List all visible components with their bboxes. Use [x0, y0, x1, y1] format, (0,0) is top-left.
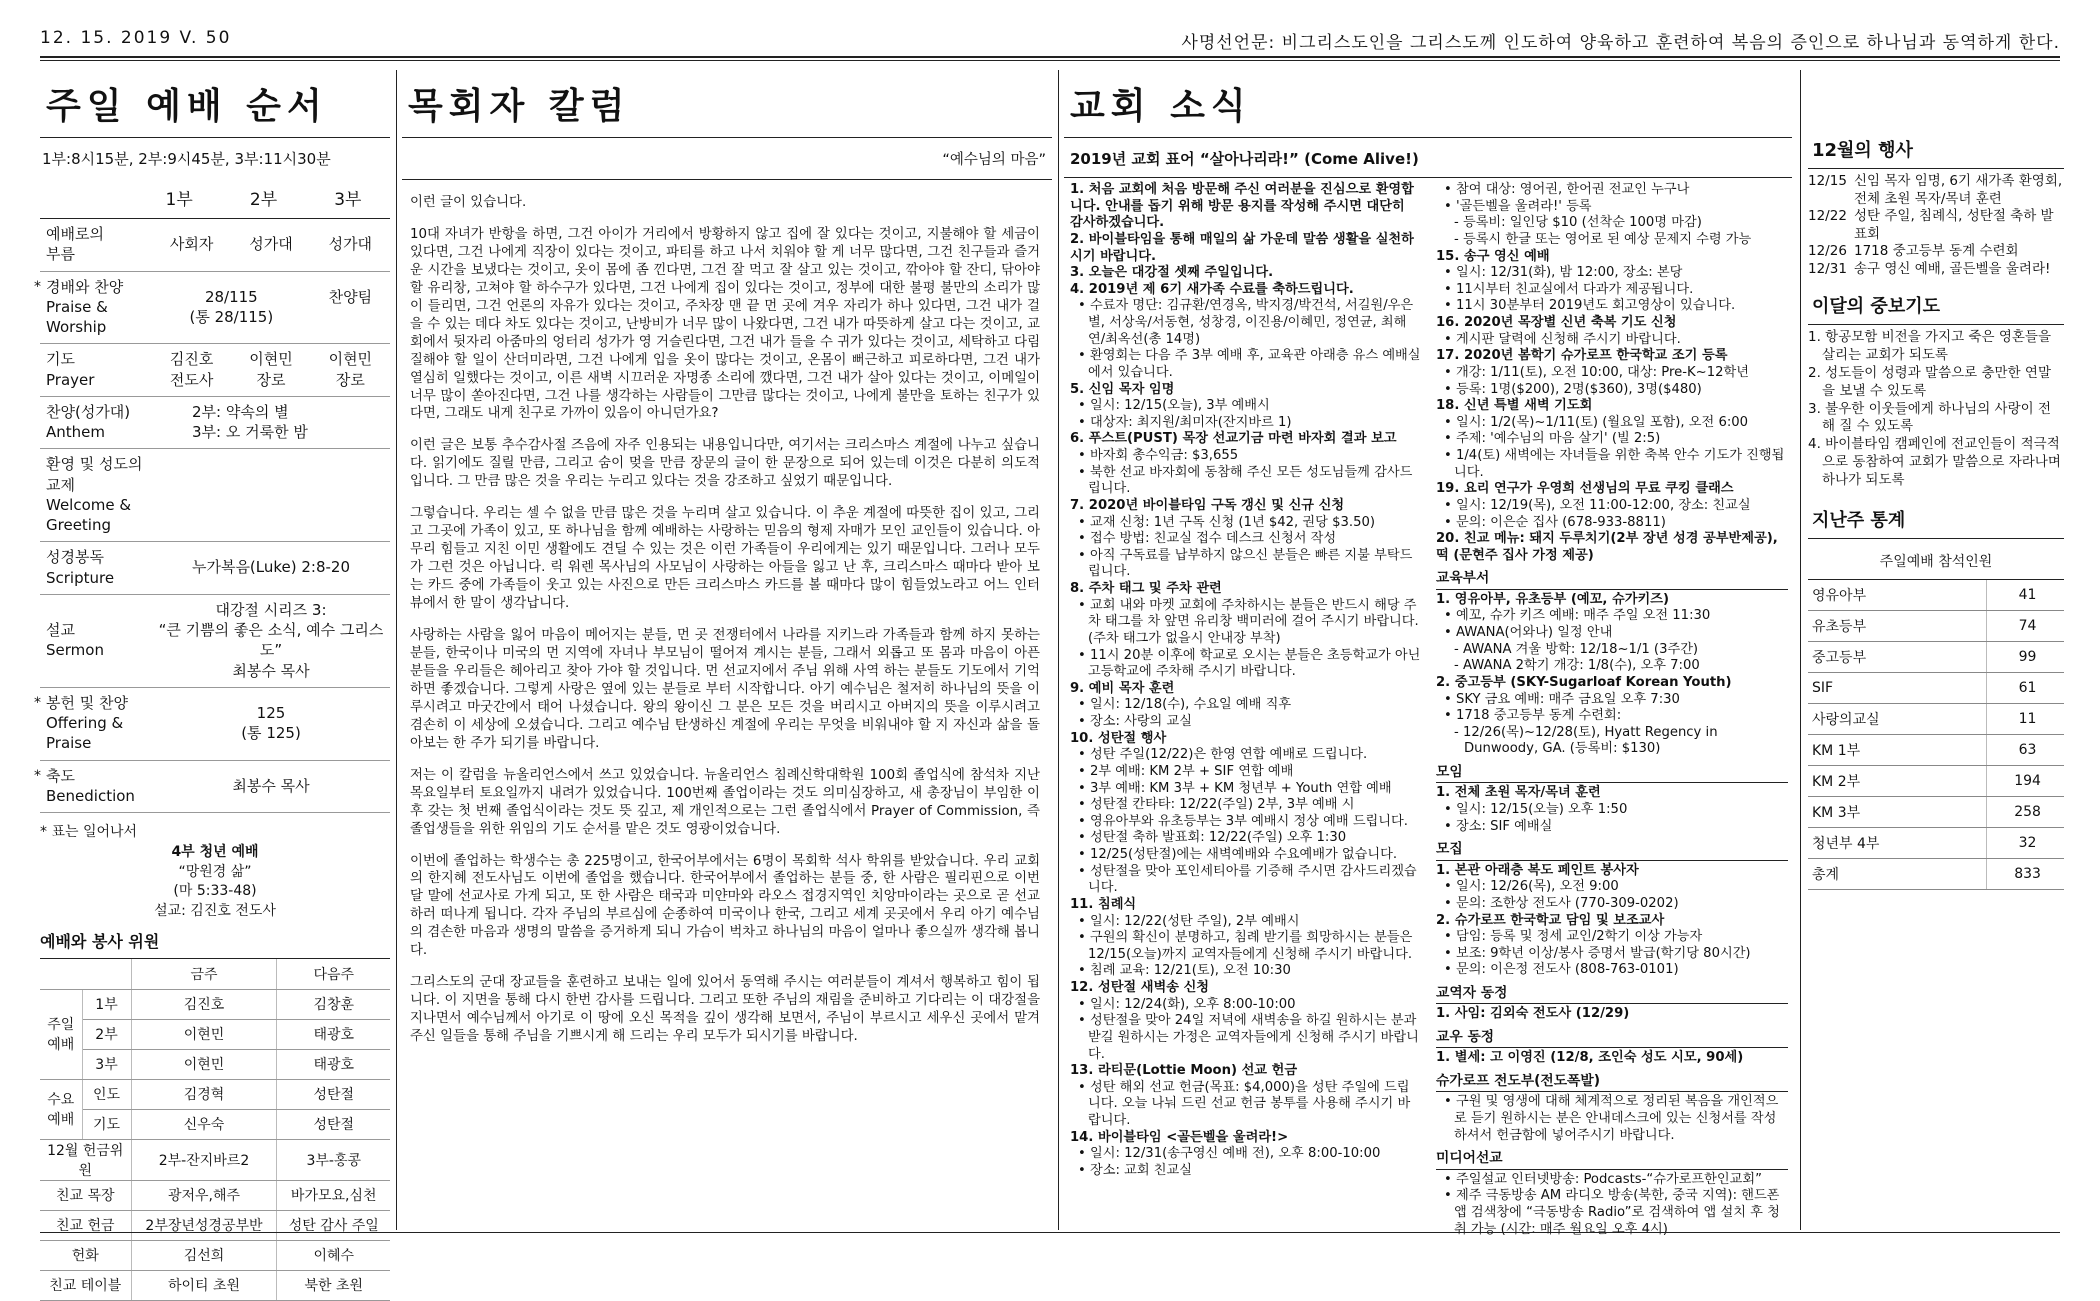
volunteer-role: 헌화 — [40, 1240, 131, 1270]
news-item: 10. 성탄절 행사 — [1070, 730, 1167, 746]
volunteer-this-week: 하이티 초원 — [131, 1270, 277, 1300]
column-subtitle: “예수님의 마음” — [942, 152, 1046, 168]
service-row-value: 2부: 약속의 별 3부: 오 거룩한 밤 — [192, 402, 308, 441]
news-title: 교회 소식 — [1070, 86, 1252, 127]
news-bullet: • 보조: 9학년 이상/봉사 증명서 발급(학기당 80시간) — [1444, 945, 1751, 961]
volunteer-next-week: 태광호 — [277, 1049, 390, 1079]
news-bullet: • 아직 구독료를 납부하지 않으신 분들은 빠른 지불 부탁드립니다. — [1078, 547, 1413, 580]
volunteer-role: 친교 테이블 — [40, 1270, 131, 1300]
service-row — [34, 688, 390, 761]
event-text: 1718 중고등부 동계 수련회 — [1854, 243, 2019, 260]
column-paragraph: 이런 글은 보통 추수감사절 즈음에 자주 인용되는 내용입니다만, 여기서는 크리스마스 계절에 나누고 싶습니다. 읽기에도 질릴 만큼, 그리고 숨이 멎을 만큼 장문의 글이 한 문장으로 되어 있는데 이것은 다분히 의도적입니다. 그 만큼 많은 것을 우리는 누리고 있다는 것을 강조하고 싶었기 때문입니다. — [410, 438, 1040, 490]
news-bullet: • 11시 30분부터 2019년도 회고영상이 있습니다. — [1444, 298, 1736, 314]
news-item: 14. 바이블타임 <골든벨을 울려라!> — [1070, 1129, 1289, 1145]
youth-subtitle: “망원경 삶” — [178, 863, 252, 880]
volunteer-this-week: 김경혁 — [131, 1079, 277, 1109]
news-item: 6. 푸스트(PUST) 목장 선교기금 마련 바자회 결과 보고 — [1070, 431, 1397, 447]
volunteer-next-week: 3부-홍콩 — [277, 1139, 390, 1180]
stats-value: 833 — [1987, 859, 2064, 890]
news-item: 9. 예비 목자 훈련 — [1070, 680, 1175, 696]
news-bullet: • 성탄절을 맞아 포인세티아를 기증해 주시면 감사드리겠습니다. — [1078, 863, 1417, 896]
news-bullet: • 침례 교육: 12/21(토), 오전 10:30 — [1078, 963, 1291, 979]
column-divider — [396, 70, 397, 1230]
service-row-label: 설교 Sermon — [46, 621, 104, 660]
news-bullet: • '골든벨을 울려라!' 등록 — [1444, 198, 1592, 214]
stats-row — [1808, 797, 2064, 828]
events-title: 12월의 행사 — [1808, 126, 2064, 169]
volunteer-role: 12월 헌금위원 — [40, 1139, 131, 1180]
news-item: 20. 친교 메뉴: 돼지 두루치기(2부 장년 성경 공부반제공), 떡 (문현주 집사 가정 제공) — [1436, 531, 1778, 563]
news-category: 교역자 동정 — [1436, 985, 1788, 1004]
stats-row — [1808, 735, 2064, 766]
news-bullet: • 구원 및 영생에 대해 체계적으로 정리된 복음을 개인적으로 듣기 원하시는 분은 안내데스크에 있는 신청서를 작성하셔서 헌금함에 넣어주시기 바랍니다. — [1444, 1094, 1779, 1143]
prayer-title: 이달의 중보기도 — [1808, 282, 2064, 325]
news-item: 2. 중고등부 (SKY-Sugarloaf Korean Youth) — [1436, 674, 1732, 690]
volunteer-this-week: 2부장년성경공부반 — [131, 1210, 277, 1240]
volunteers-row — [40, 1270, 390, 1300]
news-bullet: • 수료자 명단: 김규환/연경옥, 박지경/박건석, 서길원/우은별, 서상욱/서동현, 성창경, 이진용/이혜민, 정연균, 최해연/최옥선(총 14명) — [1078, 298, 1414, 347]
column-body — [402, 180, 1052, 1046]
volunteer-group: 주일 예배 — [40, 989, 82, 1079]
news-item: 18. 신년 특별 새벽 기도회 — [1436, 398, 1593, 414]
event-text: 신임 목자 임명, 6기 새가족 환영회, 전체 초원 목자/목녀 훈련 — [1854, 173, 2063, 207]
volunteer-role: 친교 목장 — [40, 1180, 131, 1210]
events-list — [1808, 169, 2064, 282]
stats-row — [1808, 766, 2064, 797]
volunteer-this-week: 이현민 — [131, 1049, 277, 1079]
news-bullet: • SKY 금요 예배: 매주 금요일 오후 7:30 — [1444, 691, 1680, 707]
mission-statement: 사명선언문: 비그리스도인을 그리스도께 인도하여 양육하고 훈련하여 복음의 증인으로 하나님과 동역하게 한다. — [1181, 33, 2060, 53]
service-row-value: 대강절 시리즈 3: “큰 기쁨의 좋은 소식, 예수 그리스도” 최봉수 목사 — [158, 600, 384, 680]
service-rows — [34, 219, 390, 813]
service-2: 2부 — [249, 190, 278, 210]
sidebar-column — [1808, 70, 2064, 1228]
service-row-label: 경배와 찬양 Praise & Worship — [46, 277, 124, 336]
news-category: 미디어선교 — [1436, 1150, 1788, 1169]
volunteer-sub: 기도 — [82, 1109, 131, 1139]
news-bullet: • 환영회는 다음 주 3부 예배 후, 교육관 아래층 유스 예배실에서 있습니다. — [1078, 348, 1421, 380]
column-divider — [1800, 70, 1801, 1230]
service-row-cells — [152, 234, 390, 254]
news-bullet: • 일시: 12/31(화), 밤 12:00, 장소: 본당 — [1444, 265, 1683, 281]
news-bullet: • 개강: 1/11(토), 오전 10:00, 대상: Pre-K~12학년 — [1444, 364, 1749, 380]
stats-row — [1808, 704, 2064, 735]
news-bullet: • 제주 극동방송 AM 라디오 방송(북한, 중국 지역): 핸드폰 앱 검색창에 “극동방송 Radio”로 검색하여 앱 설치 후 청취 가능 (시간: 매주 월요일 오후 4시) — [1444, 1188, 1780, 1237]
volunteers-row — [40, 1049, 390, 1079]
news-item: 2. 바이블타임을 통해 매일의 삶 가운데 말씀 생활을 실천하시기 바랍니다. — [1070, 231, 1414, 264]
news-category: 모집 — [1436, 841, 1788, 860]
news-bullet: • 3부 예배: KM 3부 + KM 청년부 + Youth 연합 예배 — [1078, 780, 1392, 796]
news-bullet: • 장소: 교회 친교실 — [1078, 1162, 1192, 1178]
news-item: 19. 요리 연구가 우영희 선생님의 무료 쿠킹 클래스 — [1436, 481, 1734, 497]
news-bullet: • 12/25(성탄절)에는 새벽예배와 수요예배가 없습니다. — [1078, 847, 1398, 862]
stats-row — [1808, 611, 2064, 642]
issue-date: 12. 15. 2019 V. 50 — [40, 28, 232, 48]
volunteers-row — [40, 1240, 390, 1270]
news-subitem: - AWANA 겨울 방학: 12/18~1/1 (3주간) — [1454, 641, 1699, 657]
event-item — [1808, 173, 2064, 208]
news-bullet: • 북한 선교 바자회에 동참해 주신 모든 성도님들께 감사드립니다. — [1078, 464, 1413, 497]
volunteer-next-week: 이혜수 — [277, 1240, 390, 1270]
stats-label: 청년부 4부 — [1808, 828, 1987, 859]
stats-value: 11 — [1987, 704, 2064, 735]
event-date: 12/15 — [1808, 173, 1847, 189]
volunteers-header-row — [40, 959, 390, 989]
news-bullet: • 11시부터 친교실에서 다과가 제공됩니다. — [1444, 281, 1694, 297]
event-item — [1808, 261, 2064, 279]
stats-label: 유초등부 — [1808, 611, 1987, 642]
news-item: 11. 침례식 — [1070, 896, 1137, 912]
service-row-label: 환영 및 성도의 교제 Welcome & Greeting — [46, 455, 143, 534]
news-bullet: • 영유아부와 유초등부는 3부 예배시 정상 예배 드립니다. — [1078, 813, 1408, 829]
column-paragraph: 10대 자녀가 반항을 하면, 그건 아이가 거리에서 방황하지 않고 집에 잘 있다는 것이고, 지불해야 할 세금이 있다면, 그건 나에게 직장이 있다는 것이고, 파티를 하고 나서 치워야 할 게 너무 많다면, 그건 친구들과 즐거운 시간을 보냈다는 것이고, 옷이 몸에 좀 낀다면, 그건 잘 먹고 잘 살고 있는 것이고, 깎아야 할 잔디, 닦아야 할 유리창, 고쳐야 할 하수구가 있다면, 그건 나에게 집이 있다는 것이고, 정부에 대한 불평 불만의 소리가 많이 들리면, 그건 언론의 자유가 있다는 것이고, 주차장 맨 끝 먼 곳에 겨우 자리가 하나 있다면, 그건 내가 걸을 수 있는 데다 차도 있다는 것이고, 난방비가 너무 많이 나왔다면, 그건 내가 따뜻하게 살고 다는 것이고, 교회에서 뒷자리 아줌마의 엉터리 성가가 영 거슬린다면, 그건 내가 들을 수 귀가 있다는 것이고, 세탁하고 다림질해야 할 일이 산더미라면, 그건 나에게 입을 옷이 많다는 것이고, 온몸이 뻐근하고 피로하다면, 그건 내가 열심히 일했다는 것이고, 이른 새벽 시끄러운 자명종 소리에 깼다면, 그건 내가 살아 있다는 것이고, 이메일이 너무 많이 쏟아진다면, 그건 나를 생각하는 사람들이 그만큼 많다는 것이고, 나에게 불만을 토하는 친구가 있다면, 그래도 내게 친구로 가까이 있음이 아니던가요? — [410, 226, 1040, 422]
volunteer-next-week: 태광호 — [277, 1019, 390, 1049]
youth-ref: (마 5:33-48) — [173, 883, 257, 900]
column-paragraph: 사랑하는 사람을 잃어 마음이 메어지는 분들, 먼 곳 전쟁터에서 나라를 지키느라 가족들과 함께 하지 못하는 분들, 한국이나 미국의 먼 지역에 자녀나 부모님이 떨어져 계시는 분들, 그래서 외롭고 또 몸과 마음이 아픈 분들을 우리들은 헤아리고 찾아 가야 할 것입니다. 먼 선교지에서 주님 위해 사역 하는 분들도 기도에서 기억하면 좋겠습니다. 그렇게 사랑은 옆에 있는 분들로 부터 시작합니다. 아기 예수님은 철저히 하나님의 뜻을 이루시려고 마굿간에서 태어 나셨습니다. 왕의 왕이신 그 분은 모든 것을 버리시고 아버지의 뜻을 이루시려고 겸손히 이 세상에 오셨습니다. 그리고 예수님 탄생하신 계절에 우리는 무엇을 비워내야 할 지 자신과 삶을 돌아보는 한 주가 되기를 바랍니다. — [410, 628, 1040, 751]
stats-value: 194 — [1987, 766, 2064, 797]
stats-value: 63 — [1987, 735, 2064, 766]
service-row — [34, 272, 390, 345]
stats-label: KM 2부 — [1808, 766, 1987, 797]
news-bullet: • 1/4(토) 새벽에는 자녀들을 위한 축복 안수 기도가 진행됩니다. — [1444, 448, 1785, 480]
news-item: 1. 별세: 고 이영진 (12/8, 조인숙 성도 시모, 90세) — [1436, 1050, 1744, 1066]
youth-title: 4부 청년 예배 — [171, 844, 259, 860]
service-row — [34, 761, 390, 814]
news-bullet: • 문의: 이은정 전도사 (808-763-0101) — [1444, 962, 1679, 978]
volunteer-next-week: 성탄절 — [277, 1109, 390, 1139]
volunteers-row — [40, 1109, 390, 1139]
news-left — [1070, 182, 1422, 1238]
news-item: 1. 전체 초원 목자/목녀 훈련 — [1436, 785, 1601, 801]
news-bullet: • 2부 예배: KM 2부 + SIF 연합 예배 — [1078, 763, 1294, 779]
service-cell: 성가대 — [328, 235, 373, 254]
news-item: 13. 라티문(Lottie Moon) 선교 헌금 — [1070, 1063, 1298, 1079]
stand-note: * 표는 일어나서 — [40, 824, 138, 840]
header-rule — [40, 56, 2060, 61]
stats-row — [1808, 673, 2064, 704]
news-bullet: • 일시: 12/15(오늘) 오후 1:50 — [1444, 802, 1628, 817]
news-item: 4. 2019년 제 6기 새가족 수료를 축하드립니다. — [1070, 281, 1354, 297]
volunteer-role: 친교 헌금 — [40, 1210, 131, 1240]
stats-row — [1808, 859, 2064, 890]
event-text: 송구 영신 예배, 골든벨을 울려라! — [1854, 260, 2051, 277]
stats-row — [1808, 642, 2064, 673]
news-item: 1. 영유아부, 유초등부 (예꼬, 슈가키즈) — [1436, 591, 1669, 607]
service-row — [40, 595, 390, 688]
service-row — [40, 344, 390, 397]
volunteer-next-week: 바가모요,심천 — [277, 1180, 390, 1210]
service-cell: 이현민 장로 — [249, 350, 293, 389]
service-row-label: 예배로의 부름 — [46, 225, 104, 264]
news-bullet: • 성탄절을 맞아 24일 저녁에 새벽송을 하길 원하시는 분과 받길 원하시는 가정은 교역자들에게 신청해 주시기 바랍니다. — [1078, 1013, 1419, 1062]
news-category: 교육부서 — [1436, 570, 1788, 589]
news-bullet: • 일시: 12/31(송구영신 예배 전), 오후 8:00-10:00 — [1078, 1146, 1381, 1162]
column-paragraph: 그렇습니다. 우리는 셀 수 없을 만큼 많은 것을 누리며 살고 있습니다. 이 추운 계절에 따뜻한 집이 있고, 그리고 그곳에 가족이 있고, 또 하나님을 함께 예배하는 사랑하는 믿음의 형제 자매가 모인 교인들이 있습니다. 아무리 힘들고 지친 이민 생활에도 견딜 수 있는 것은 이런 가족들이 우리에게는 있기 때문입니다. 그러나 모두가 그런 것은 아닙니다. 릭 워렌 목사님의 사모님이 사랑하는 아들을 잃고 난 후, 크리스마스 때마다 받아 보는 카드 중에 가족들이 웃고 있는 사진으로 만든 크리스마스 카드를 볼 때마다 많이 힘들었노라고 어느 인터뷰에서 한 말이 생각납니다. — [410, 506, 1040, 612]
bulletin-header — [0, 0, 2100, 58]
news-body — [1064, 178, 1792, 1238]
volunteer-sub: 인도 — [82, 1079, 131, 1109]
news-bullet: • 일시: 12/19(목), 오전 11:00-12:00, 장소: 친교실 — [1444, 497, 1751, 513]
service-row — [40, 542, 390, 595]
stand-marker: * — [34, 767, 41, 784]
news-subitem: - 등록비: 일인당 $10 (선착순 100명 마감) — [1454, 215, 1702, 231]
service-row-label: 축도 Benediction — [46, 766, 135, 805]
news-bullet: • 성탄 주일(12/22)은 한영 연합 예배로 드립니다. — [1078, 747, 1368, 763]
volunteers-row — [40, 1180, 390, 1210]
volunteer-group: 수요 예배 — [40, 1079, 82, 1139]
volunteers-table — [40, 959, 390, 1301]
prayer-item: 4. 바이블타임 캠페인에 전교인들이 적극적으로 동참하여 교회가 말씀으로 자라나며 하나가 되도록 — [1808, 436, 2061, 488]
news-bullet: • 문의: 이은순 집사 (678-933-8811) — [1444, 514, 1666, 530]
youth-preacher: 설교: 김진호 전도사 — [154, 902, 276, 919]
event-text: 성탄 주일, 침례식, 성탄절 축하 발표회 — [1854, 208, 2054, 242]
news-right — [1422, 182, 1788, 1238]
news-category: 교우 동정 — [1436, 1029, 1788, 1048]
prayer-item: 1. 항공모함 비전을 가지고 죽은 영혼들을 살리는 교회가 되도록 — [1808, 329, 2051, 364]
service-row-value: 125 (통 125) — [241, 703, 301, 743]
news-bullet: • 참여 대상: 영어권, 한어권 전교인 누구나 — [1444, 182, 1690, 197]
worship-title: 주일 예배 순서 — [46, 86, 328, 127]
volunteer-this-week: 김진호 — [131, 989, 277, 1019]
service-cell: 찬양팀 — [328, 287, 373, 306]
news-bullet: • 성탄절 축하 발표회: 12/22(주일) 오후 1:30 — [1078, 830, 1347, 846]
service-row-value: 최봉수 목사 — [232, 776, 310, 795]
volunteers-row — [40, 989, 390, 1019]
volunteer-this-week: 광저우,해주 — [131, 1180, 277, 1210]
stats-title: 지난주 통계 — [1808, 496, 2064, 539]
volunteer-next-week: 성탄절 — [277, 1079, 390, 1109]
news-subitem: - 12/26(목)~12/28(토), Hyatt Regency in Dunwoody, GA. (등록비: $130) — [1454, 724, 1718, 757]
volunteer-this-week: 이현민 — [131, 1019, 277, 1049]
event-item — [1808, 243, 2064, 261]
news-bullet: • 예꼬, 슈가 키즈 예배: 매주 주일 오전 11:30 — [1444, 608, 1711, 624]
news-item: 16. 2020년 목장별 신년 축복 기도 신청 — [1436, 315, 1677, 330]
worship-order-column — [34, 70, 390, 1295]
service-row-label: 기도 Prayer — [46, 350, 95, 389]
news-bullet: • 대상자: 최지원/최미자(잔지바르 1) — [1078, 414, 1292, 430]
stats-caption: 주일예배 참석인원 — [1808, 539, 2064, 580]
news-bullet: • 11시 20분 이후에 학교로 오시는 분들은 초등학교가 아닌 고등학교에 주차해 주시기 바랍니다. — [1078, 647, 1421, 680]
news-bullet: • 일시: 12/24(화), 오후 8:00-10:00 — [1078, 996, 1296, 1012]
news-bullet: • 교회 내와 마켓 교회에 주차하시는 분들은 반드시 해당 주차 태그를 차 앞면 유리창 백미러에 걸어 주시기 바랍니다. (주차 태그가 없을시 안내장 부착) — [1078, 597, 1419, 646]
column-paragraph: 이번에 졸업하는 학생수는 총 225명이고, 한국어부에서는 6명이 목회학 석사 학위를 받았습니다. 우리 교회의 한지혜 전도사님도 이번에 졸업을 했습니다. 한국어부에서 졸업하는 분들 중, 한 사람은 필리핀으로 이번 달 말에 선교사로 가게 되고, 또 한 사람은 태국과 미얀마와 라오스 접경지역인 치앙마이라는 곳으로 곧 선교하러 떠나게 됩니다. 각자 주님의 부르심에 순종하여 미국이나 한국, 그리고 세계 곳곳에서 우리 아기 예수님의 겸손한 마음과 생명의 말씀을 증거하게 되니 가슴이 벅차고 하나님의 마음이 얼마나 좋으실까 생각해 봅니다. — [410, 853, 1040, 959]
news-bullet: • 담임: 등록 및 정세 교인/2학기 이상 가능자 — [1444, 929, 1703, 945]
volunteers-row — [40, 1139, 390, 1180]
news-bullet: • 등록: 1명($200), 2명($360), 3명($480) — [1444, 381, 1702, 397]
news-bullet: • 일시: 12/18(수), 수요일 예배 직후 — [1078, 697, 1292, 713]
service-header — [40, 179, 390, 219]
stats-label: 중고등부 — [1808, 642, 1987, 673]
stand-marker: * — [34, 694, 41, 711]
volunteer-sub: 3부 — [82, 1049, 131, 1079]
volunteer-sub: 1부 — [82, 989, 131, 1019]
news-item: 3. 오늘은 대강절 셋째 주일입니다. — [1070, 265, 1274, 281]
stats-value: 258 — [1987, 797, 2064, 828]
footer-rule — [40, 1232, 2060, 1233]
service-row-value: 누가복음(Luke) 2:8-20 — [191, 558, 351, 577]
stats-label: KM 1부 — [1808, 735, 1987, 766]
volunteer-sub: 2부 — [82, 1019, 131, 1049]
stats-label: KM 3부 — [1808, 797, 1987, 828]
event-item — [1808, 208, 2064, 243]
youth-service — [40, 843, 390, 921]
news-bullet: • AWANA(어와나) 일정 안내 — [1444, 625, 1613, 640]
news-category: 모임 — [1436, 764, 1788, 783]
volunteer-next-week: 북한 초원 — [277, 1270, 390, 1300]
news-subitem: - 등록시 한글 또는 영어로 된 예상 문제지 수령 가능 — [1454, 231, 1752, 247]
church-news-column — [1064, 70, 1792, 1237]
volunteer-this-week: 김선희 — [131, 1240, 277, 1270]
news-bullet: • 일시: 1/2(목)~1/11(토) (월요일 포함), 오전 6:00 — [1444, 414, 1749, 430]
header-blank — [40, 959, 131, 989]
news-item: 8. 주차 태그 및 주차 관련 — [1070, 581, 1222, 596]
stats-table — [1808, 580, 2064, 891]
prayer-list — [1808, 325, 2064, 495]
news-item: 1. 사임: 김외숙 전도사 (12/29) — [1436, 1006, 1630, 1022]
volunteers-row — [40, 1210, 390, 1240]
service-cell: 이현민 장로 — [328, 350, 373, 389]
column-paragraph: 저는 이 칼럼을 뉴올리언스에서 쓰고 있었습니다. 뉴올리언스 침례신학대학원 100회 졸업식에 참석차 지난 목요일부터 토요일까지 내려가 있었습니다. 100번째 졸업이라는 것도 의미심장하고, 새 총장님이 부임한 이후 갖는 첫 번째 졸업식이라는 것도 뜻 깊고, 제 개인적으로는 그런 졸업식에서 Prayer of Commission, 즉 졸업생들을 위한 위임의 기도 순서를 맡은 것도 영광이었습니다. — [410, 767, 1040, 837]
news-bullet: • 게시판 달력에 신청해 주시기 바랍니다. — [1444, 331, 1681, 347]
service-row — [40, 449, 390, 542]
header-next-week: 다음주 — [277, 959, 390, 989]
service-row-cells — [152, 349, 390, 390]
stats-value: 74 — [1987, 611, 2064, 642]
service-1: 1부 — [165, 190, 193, 210]
news-bullet: • 성탄 해외 선교 헌금(목표: $4,000)을 성탄 주일에 드립니다. 오늘 나눠 드린 선교 헌금 봉투를 사용해 주시기 바랍니다. — [1078, 1079, 1411, 1128]
service-cell: 성가대 — [249, 235, 293, 254]
news-bullet: • 장소: SIF 예배실 — [1444, 818, 1553, 834]
news-item: 5. 신임 목자 임명 — [1070, 381, 1175, 397]
news-item: 2. 슈가로프 한국학교 담임 및 보조교사 — [1436, 912, 1665, 928]
volunteer-this-week: 신우숙 — [131, 1109, 277, 1139]
pastor-column — [402, 70, 1052, 1228]
news-item: 15. 송구 영신 예배 — [1436, 248, 1550, 264]
volunteer-next-week: 김창훈 — [277, 989, 390, 1019]
service-row-label: 봉헌 및 찬양 Offering & Praise — [46, 693, 128, 753]
news-item: 17. 2020년 봄학기 슈가로프 한국학교 조기 등록 — [1436, 348, 1728, 364]
stats-label: 영유아부 — [1808, 580, 1987, 611]
volunteer-next-week: 성탄 감사 주일 — [277, 1210, 390, 1240]
stand-marker: * — [34, 278, 41, 295]
stats-label: SIF — [1808, 673, 1987, 704]
service-cell: 사회자 — [169, 235, 214, 254]
column-paragraph: 그리스도의 군대 장교들을 훈련하고 보내는 일에 있어서 동역해 주시는 여러분들이 계셔서 행복하고 힘이 됩니다. 이 지면을 통해 다시 한번 감사를 드립니다. 그리고 또한 주님의 재림을 준비하고 기다리는 이 대강절을 지나면서 예수님께서 아기로 이 땅에 오신 목적을 깊이 생각해 보면서, 주님이 부르시고 세우신 곳에서 맡겨주신 일들을 통해 주님을 기쁘시게 해 드리는 우리 모두가 되시기를 바랍니다. — [410, 975, 1040, 1045]
news-item: 1. 본관 아래층 복도 페인트 봉사자 — [1436, 862, 1639, 878]
service-row-label: 성경봉독 Scripture — [46, 548, 115, 587]
stats-label: 사랑의교실 — [1808, 704, 1987, 735]
news-bullet: • 주일설교 인터넷방송: Podcasts-“슈가로프한인교회” — [1444, 1171, 1762, 1187]
news-item: 12. 성탄절 새벽송 신청 — [1070, 980, 1210, 995]
news-bullet: • 일시: 12/26(목), 오전 9:00 — [1444, 879, 1619, 895]
service-row — [40, 397, 390, 450]
news-bullet: • 성탄절 칸타타: 12/22(주일) 2부, 3부 예배 시 — [1078, 797, 1355, 813]
service-row — [40, 219, 390, 272]
church-theme: 2019년 교회 표어 “살아나리라!” (Come Alive!) — [1070, 150, 1419, 168]
service-cell-merged: 28/115 (통 28/115) — [189, 287, 274, 326]
service-times: 1부:8시15분, 2부:9시45분, 3부:11시30분 — [42, 150, 331, 168]
volunteer-this-week: 2부-잔지바르2 — [131, 1139, 277, 1180]
header-this-week: 금주 — [131, 959, 277, 989]
stats-value: 32 — [1987, 828, 2064, 859]
prayer-item: 2. 성도들이 성령과 말씀으로 충만한 연말을 보낼 수 있도록 — [1808, 364, 2051, 399]
volunteers-title: 예배와 봉사 위원 — [40, 921, 390, 959]
event-date: 12/31 — [1808, 260, 1847, 277]
stats-value: 61 — [1987, 673, 2064, 704]
news-item: 1. 처음 교회에 처음 방문해 주신 여러분을 진심으로 환영합니다. 안내를 돕기 위해 방문 용지를 작성해 주시면 대단히 감사하겠습니다. — [1070, 182, 1414, 231]
news-subitem: - AWANA 2학기 개강: 1/8(수), 오후 7:00 — [1454, 658, 1700, 674]
news-bullet: • 주제: '예수님의 마음 살기' (빌 2:5) — [1444, 431, 1661, 447]
stats-row — [1808, 580, 2064, 611]
news-bullet: • 1718 중고등부 동계 수련회: — [1444, 708, 1622, 724]
column-title: 목회자 칼럼 — [408, 86, 631, 127]
news-bullet: • 장소: 사랑의 교실 — [1078, 714, 1192, 729]
news-bullet: • 문의: 조한상 전도사 (770-309-0202) — [1444, 895, 1679, 911]
news-bullet: • 일시: 12/22(성탄 주일), 2부 예배시 — [1078, 913, 1300, 929]
news-item: 7. 2020년 바이블타임 구독 갱신 및 신규 신청 — [1070, 497, 1345, 513]
stats-value: 99 — [1987, 642, 2064, 673]
volunteers-row — [40, 1079, 390, 1109]
stats-label: 총계 — [1808, 859, 1987, 890]
stats-value: 41 — [1987, 580, 2064, 611]
prayer-item: 3. 불우한 이웃들에게 하나님의 사랑이 전해 질 수 있도록 — [1808, 400, 2051, 435]
event-date: 12/22 — [1808, 208, 1847, 225]
service-row-label: 찬양(성가대) Anthem — [46, 402, 131, 441]
service-row-cells — [152, 287, 390, 328]
volunteers-row — [40, 1019, 390, 1049]
news-bullet: • 일시: 12/15(오늘), 3부 예배시 — [1078, 398, 1270, 414]
news-category: 슈가로프 전도부(전도폭발) — [1436, 1073, 1788, 1092]
column-paragraph: 이런 글이 있습니다. — [410, 195, 527, 210]
service-cell: 김진호 전도사 — [169, 350, 214, 389]
header-blank — [40, 185, 137, 210]
stats-row — [1808, 828, 2064, 859]
event-date: 12/26 — [1808, 243, 1847, 260]
column-divider — [1058, 70, 1059, 1230]
news-bullet: • 구원의 확신이 분명하고, 침례 받기를 희망하시는 분들은 12/15(오늘)까지 교역자들에게 신청해 주시기 바랍니다. — [1078, 930, 1413, 962]
service-3: 3부 — [334, 190, 362, 210]
news-bullet: • 바자회 총수익금: $3,655 — [1078, 448, 1239, 463]
news-bullet: • 접수 방법: 친교실 접수 데스크 신청서 작성 — [1078, 531, 1337, 547]
news-bullet: • 교재 신청: 1년 구독 신청 (1년 $42, 권당 $3.50) — [1078, 514, 1376, 530]
